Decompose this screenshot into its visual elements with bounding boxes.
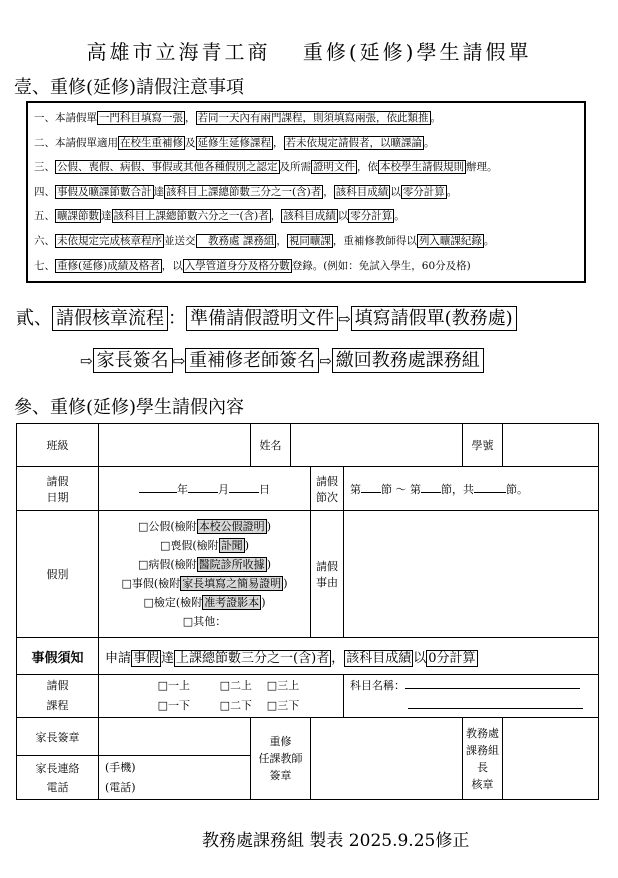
- arrow-icon: ⇨: [319, 352, 332, 370]
- rule-number: 五、: [34, 210, 55, 223]
- notice-part: 以: [413, 650, 427, 666]
- process-flow-row2: [80, 346, 484, 372]
- rule-text: 視同曠課: [288, 235, 331, 247]
- notice-part: 達: [161, 650, 175, 666]
- period-from-label: 第: [350, 482, 361, 496]
- process-heading: 請假核章流程: [52, 306, 168, 331]
- leave-type-suffix: ): [266, 558, 271, 571]
- notice-part: 事假: [133, 650, 160, 666]
- leave-type-label: □公假(檢附: [138, 520, 197, 533]
- rule-text: 本請假單: [55, 136, 97, 149]
- rule-item: [34, 135, 435, 150]
- rule-text: 辦理。: [466, 161, 498, 174]
- notice-part: ，: [331, 650, 345, 666]
- contact-field[interactable]: [99, 756, 251, 800]
- leave-type-option[interactable]: [99, 517, 310, 536]
- rule-text: ，依: [357, 161, 378, 174]
- day-label: 日: [259, 482, 270, 496]
- parent-sign-field[interactable]: [99, 718, 251, 756]
- leave-type-option[interactable]: [99, 612, 310, 631]
- rule-text: 及: [185, 136, 196, 149]
- rule-text: 公假、喪假、病假、事假或其他各種假別之認定: [57, 161, 278, 174]
- process-step-4: 重補修老師簽名: [185, 348, 319, 373]
- class-field[interactable]: [99, 424, 251, 467]
- process-step-5: 繳回教務處課務組: [332, 348, 484, 373]
- notice-part: 上課總節數三分之一(含)者: [176, 650, 330, 666]
- course-option[interactable]: □一上: [157, 679, 190, 692]
- rule-text: 。: [430, 112, 441, 124]
- rule-text: 若同一天內有兩門課程，則須填寫兩張，依此類推: [197, 112, 429, 124]
- rule-text: ，: [273, 136, 284, 149]
- rule-text: 零分計算: [402, 185, 445, 198]
- rule-text: ，: [270, 210, 282, 223]
- leave-type-suffix: ): [261, 596, 266, 609]
- rule-text: 一門科目填寫一張: [99, 112, 183, 124]
- leave-type-label: □檢定(檢附: [143, 596, 203, 609]
- rule-text: 。: [483, 235, 495, 247]
- period-to-label: ～ 第: [395, 482, 421, 496]
- year-label: 年: [177, 482, 188, 496]
- student-id-label: 學號: [463, 424, 503, 467]
- rule-text: 教務處 課務組: [197, 235, 275, 247]
- contact-label: 家長連絡 電話: [17, 756, 99, 800]
- notice-text: [99, 638, 599, 675]
- required-document: 醫院診所收據: [198, 558, 265, 571]
- reason-label: 請假 事由: [311, 511, 344, 638]
- period-end-label: 節。: [506, 482, 528, 496]
- notice-label: 事假須知: [17, 638, 99, 675]
- leave-type-label: □喪假(檢附: [160, 539, 219, 552]
- rule-number: 三、: [34, 161, 55, 174]
- rule-item: [34, 233, 494, 248]
- rule-text: 入學管道身分及格分數: [184, 259, 290, 272]
- rule-text: 該科目上課總節數三分之一(含)者: [166, 185, 322, 198]
- course-option[interactable]: □三下: [266, 699, 300, 712]
- name-field[interactable]: [291, 424, 463, 467]
- process-flow-row1: [16, 304, 517, 330]
- leave-type-label: □事假(檢附: [121, 577, 181, 590]
- section2-label: 貳、: [16, 308, 52, 329]
- required-document: 訃聞: [220, 539, 243, 552]
- rule-text: 適用: [97, 136, 118, 149]
- rule-item: [34, 258, 471, 273]
- rule-number: 二、: [34, 136, 55, 149]
- section3-heading: 參、重修(延修)學生請假內容: [14, 397, 245, 418]
- rule-text: 本請假單: [55, 112, 97, 124]
- process-colon: ：: [168, 308, 186, 329]
- rule-text: 並送交: [164, 235, 196, 247]
- page-title: 高雄市立海青工商 重修(延修)學生請假單: [86, 40, 532, 64]
- rule-text: ，: [276, 235, 287, 247]
- course-label: 請假 課程: [17, 675, 99, 718]
- subject-label: 科目名稱：: [350, 679, 405, 692]
- rule-text: 重修(延修)成績及格者: [57, 259, 160, 272]
- rule-number: 四、: [34, 185, 55, 198]
- required-document: 家長填寫之簡易證明: [182, 577, 282, 590]
- rule-number: 一、: [34, 112, 55, 124]
- rule-text: 。: [424, 136, 435, 149]
- class-label: 班級: [17, 424, 99, 467]
- course-option[interactable]: □三上: [266, 679, 300, 692]
- leave-type-option[interactable]: [99, 536, 310, 555]
- process-step-1: 準備請假證明文件: [186, 306, 338, 331]
- required-document: 本校公假證明: [198, 520, 265, 533]
- rule-text: 以: [390, 185, 401, 198]
- rule-text: 。: [446, 185, 458, 198]
- rule-text: 登錄。(例如：免試入學生，60分及格): [291, 259, 471, 272]
- leave-type-label: □病假(檢附: [138, 558, 197, 571]
- arrow-icon: ⇨: [338, 310, 351, 328]
- leave-type-options: [99, 511, 311, 638]
- name-label: 姓名: [251, 424, 291, 467]
- teacher-sign-label: 重修 任課教師 簽章: [251, 718, 311, 800]
- rule-text: 該科目成績: [283, 210, 336, 223]
- process-step-3: 家長簽名: [93, 348, 173, 373]
- rule-text: 達: [153, 185, 164, 198]
- rule-text: 在校生重補修: [120, 136, 183, 149]
- course-option[interactable]: □二下: [219, 699, 252, 712]
- process-step-2: 填寫請假單(教務處): [351, 306, 517, 331]
- period-unit-label: 節: [381, 482, 392, 496]
- phone-label: (電話): [105, 780, 136, 794]
- rule-item: [34, 110, 441, 125]
- rule-text: 。: [394, 210, 405, 223]
- footer-note: 教務處課務組 製表 2025.9.25修正: [202, 831, 470, 851]
- course-option[interactable]: □一下: [157, 699, 190, 712]
- course-option[interactable]: □二上: [219, 679, 252, 692]
- rule-text: ，: [323, 185, 334, 198]
- rule-text: 以: [337, 210, 349, 223]
- mobile-label: (手機): [105, 760, 136, 774]
- leave-type-suffix: ): [244, 539, 249, 552]
- rule-text: 證明文件: [313, 161, 355, 174]
- rule-item: [34, 159, 498, 174]
- leave-type-label: 假別: [17, 511, 99, 638]
- student-id-field[interactable]: [503, 424, 599, 467]
- leave-type-label: □其他：: [182, 615, 227, 628]
- subject-field[interactable]: [344, 675, 599, 718]
- date-field[interactable]: [99, 467, 311, 511]
- rule-text: 若未依規定請假者，以曠課論: [285, 136, 422, 149]
- rule-text: 達: [101, 210, 112, 223]
- rule-text: 零分計算: [350, 210, 393, 223]
- rule-text: 該科目上課總節數六分之一(含)者: [113, 210, 269, 223]
- leave-type-option[interactable]: [99, 593, 310, 612]
- leave-type-option[interactable]: [99, 555, 310, 574]
- leave-type-suffix: ): [266, 520, 271, 533]
- notice-part: 該科目成績: [346, 650, 412, 666]
- notice-part: 申請: [105, 650, 132, 666]
- section1-heading: 壹、重修(延修)請假注意事項: [14, 77, 245, 98]
- rule-text: 該科目成績: [335, 185, 389, 198]
- leave-form: [16, 423, 599, 800]
- rule-text: 延修生延修課程: [197, 136, 271, 149]
- rule-text: ，以: [161, 259, 183, 272]
- rule-number: 七、: [34, 259, 55, 272]
- period-field[interactable]: [344, 467, 599, 511]
- rule-text: 列入曠課紀錄: [418, 235, 482, 247]
- rules-box: [26, 101, 586, 283]
- arrow-icon: ⇨: [172, 352, 186, 370]
- office-sign-field[interactable]: [503, 718, 599, 800]
- period-total-label: 節，共: [441, 482, 474, 496]
- rule-text: ，重補修教師得以: [332, 235, 417, 247]
- rule-text: 及所需: [279, 161, 311, 174]
- reason-field[interactable]: [344, 511, 599, 638]
- leave-type-option[interactable]: [99, 574, 310, 593]
- rule-text: 曠課節數: [57, 210, 99, 223]
- month-label: 月: [218, 482, 229, 496]
- rule-text: 未依規定完成核章程序: [57, 235, 162, 247]
- rule-text: ，: [185, 112, 196, 124]
- date-label: 請假 日期: [17, 467, 99, 511]
- office-sign-label: 教務處 課務組長 核章: [463, 718, 503, 800]
- rule-item: [34, 184, 457, 199]
- rule-item: [34, 208, 405, 223]
- rule-number: 六、: [34, 235, 55, 247]
- rule-text: 本校學生請假規則: [380, 161, 464, 174]
- parent-sign-label: 家長簽章: [17, 718, 99, 756]
- leave-type-suffix: ): [283, 577, 288, 590]
- rule-text: 事假及曠課節數合計: [57, 185, 152, 198]
- arrow-icon: ⇨: [80, 352, 93, 370]
- required-document: 准考證影本: [204, 596, 260, 609]
- period-label: 請假 節次: [311, 467, 344, 511]
- teacher-sign-field[interactable]: [311, 718, 463, 800]
- notice-part: 0分計算: [428, 650, 476, 666]
- course-options[interactable]: [99, 675, 344, 718]
